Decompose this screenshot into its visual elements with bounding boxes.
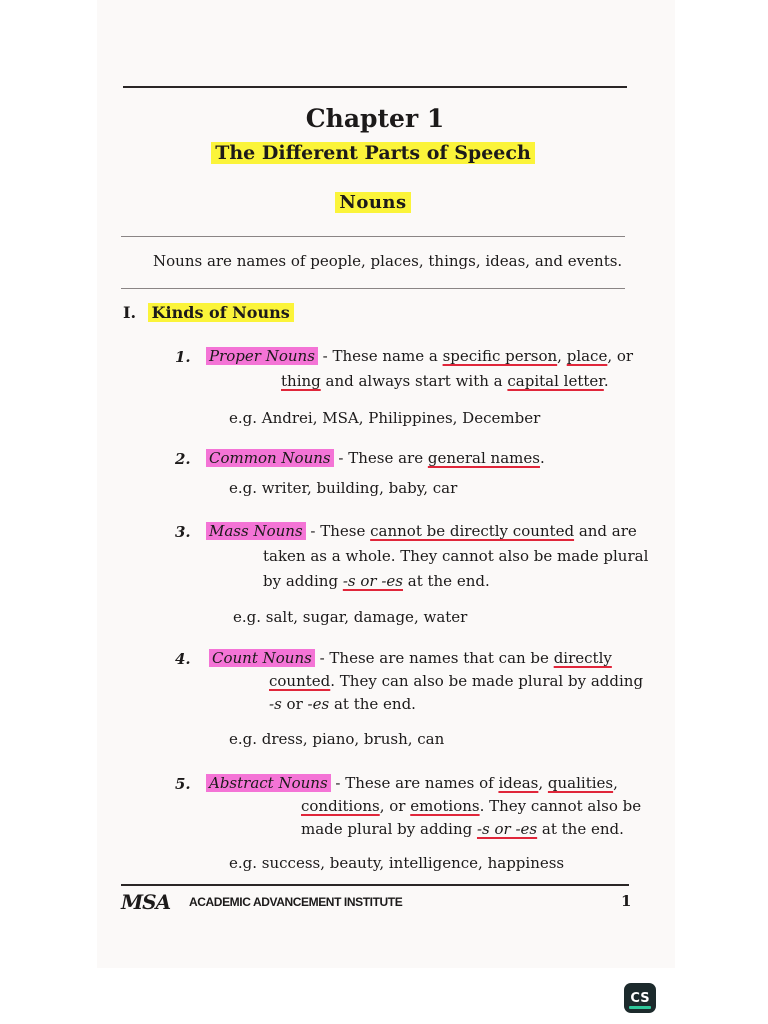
top-rule (123, 86, 627, 88)
topic-text: Nouns (335, 192, 410, 213)
footer-institute-name: ACADEMIC ADVANCEMENT INSTITUTE (189, 895, 403, 909)
term-highlight: Mass Nouns (206, 522, 306, 540)
list-item-continuation: by adding -s or -es at the end. (263, 572, 490, 590)
item-number: 2. (175, 450, 191, 468)
section-heading (123, 303, 294, 322)
list-item: Count Nouns - These are names that can be directly (209, 647, 612, 670)
section-number: I. (123, 303, 137, 322)
camscanner-badge-icon: CS (624, 983, 656, 1013)
list-item-continuation: conditions, or emotions. They cannot also be (301, 797, 642, 815)
list-item: Proper Nouns - These name a specific person, place, or (206, 345, 633, 368)
topic-heading (0, 192, 746, 213)
list-item-continuation: made plural by adding -s or -es at the end. (301, 820, 624, 838)
item-number: 3. (175, 523, 191, 541)
chapter-title: Chapter 1 (305, 104, 445, 133)
list-item-continuation: taken as a whole. They cannot also be made plural (263, 547, 649, 565)
page-number: 1 (621, 892, 632, 910)
list-item-continuation: counted. They can also be made plural by adding (269, 672, 644, 690)
term-highlight: Abstract Nouns (206, 774, 331, 792)
list-item: Mass Nouns - These cannot be directly counted and are (206, 520, 637, 543)
item-number: 4. (175, 650, 191, 668)
example-text: e.g. writer, building, baby, car (229, 479, 458, 497)
chapter-subtitle (0, 142, 746, 164)
term-highlight: Proper Nouns (206, 347, 318, 365)
section-title: Kinds of Nouns (148, 303, 294, 322)
list-item: Abstract Nouns - These are names of ideas, qualities, (206, 772, 618, 795)
term-highlight: Count Nouns (209, 649, 315, 667)
definition-text: Nouns are names of people, places, things, ideas, and events. (153, 252, 623, 270)
example-text: e.g. success, beauty, intelligence, happiness (229, 854, 565, 872)
subtitle-text: The Different Parts of Speech (211, 142, 535, 164)
footer-rule (121, 884, 629, 886)
list-item: Common Nouns - These are general names. (206, 447, 545, 470)
definition-rule-bottom (121, 288, 625, 289)
footer-logo: MSA (121, 890, 171, 914)
example-text: e.g. dress, piano, brush, can (229, 730, 445, 748)
list-item-continuation: -s or -es at the end. (269, 695, 416, 713)
item-number: 5. (175, 775, 191, 793)
example-text: e.g. salt, sugar, damage, water (233, 608, 468, 626)
example-text: e.g. Andrei, MSA, Philippines, December (229, 409, 541, 427)
definition-rule-top (121, 236, 625, 237)
list-item-continuation: thing and always start with a capital letter. (281, 372, 609, 390)
term-highlight: Common Nouns (206, 449, 334, 467)
item-number: 1. (175, 348, 191, 366)
